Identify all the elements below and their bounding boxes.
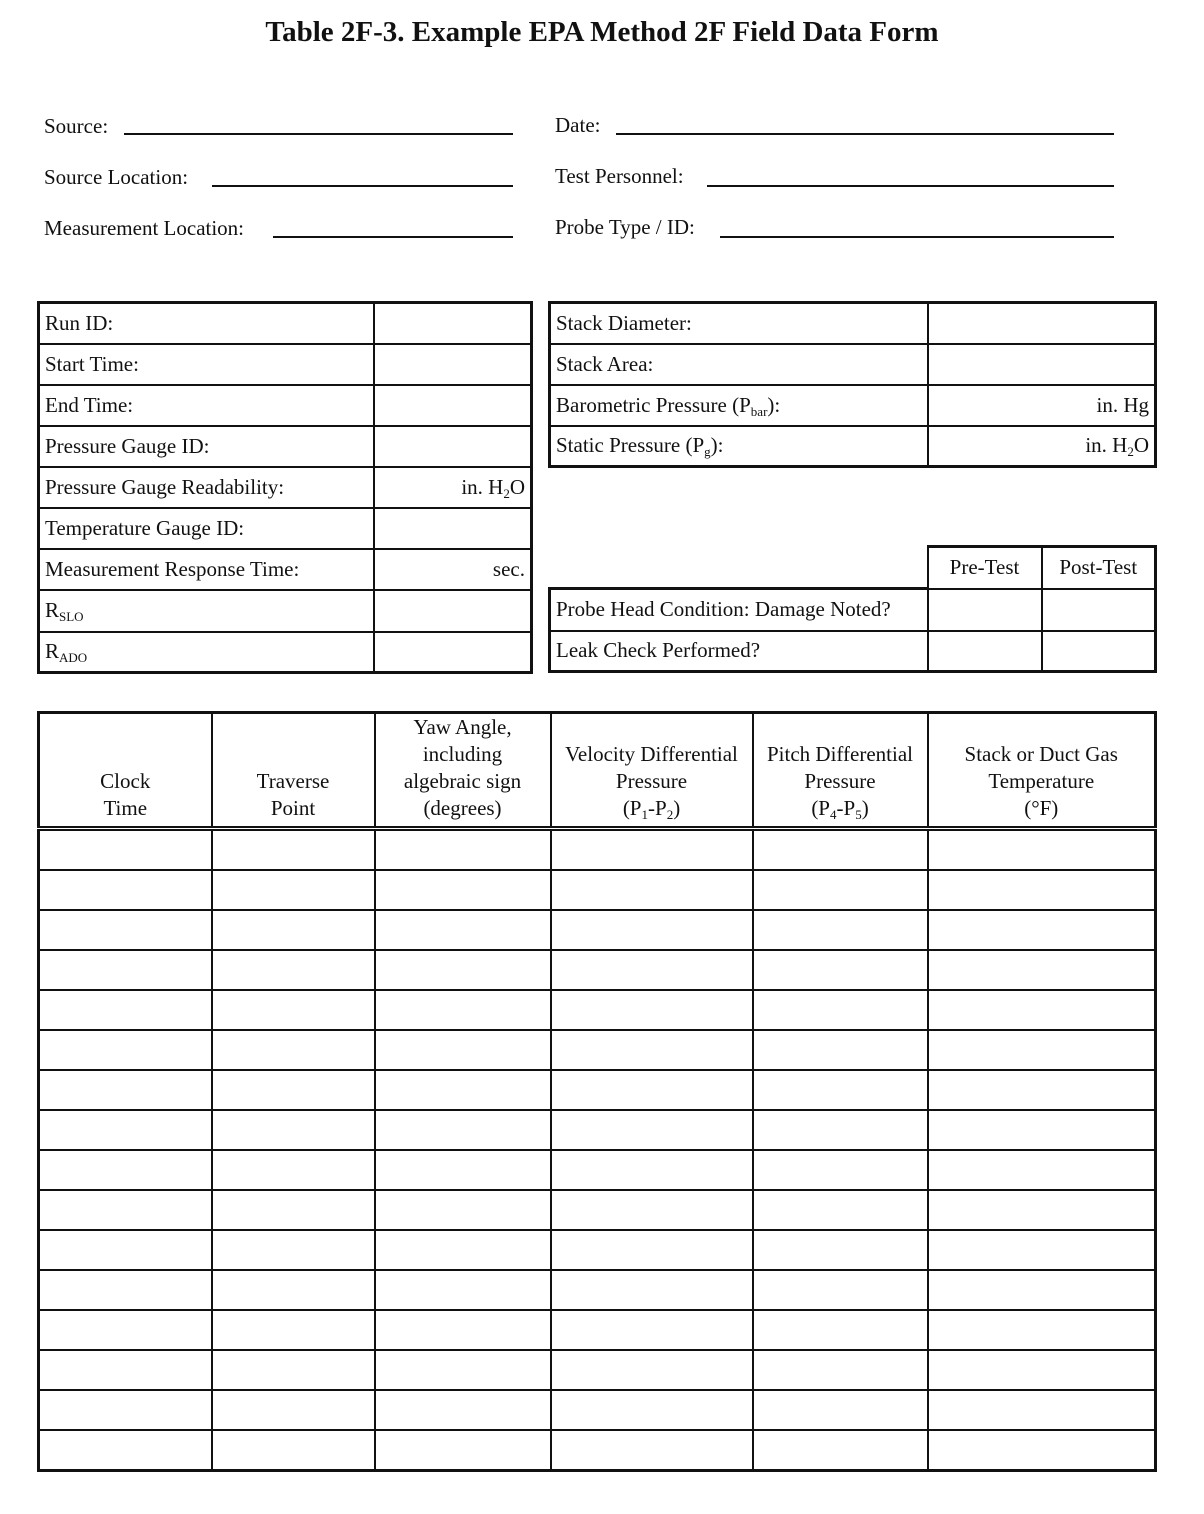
- traverse-point-cell[interactable]: [212, 1150, 375, 1190]
- pitch-dp-cell[interactable]: [753, 910, 928, 950]
- pre-test-header: Pre-Test: [928, 547, 1042, 589]
- table-row: [39, 990, 1156, 1030]
- gas-temp-cell[interactable]: [928, 829, 1156, 871]
- table-row: [39, 1110, 1156, 1150]
- pitch-dp-cell[interactable]: [753, 1430, 928, 1471]
- table-row: [39, 1390, 1156, 1430]
- run-info-table: [37, 301, 533, 674]
- response-time-field[interactable]: [374, 549, 532, 590]
- gas-temp-cell[interactable]: [928, 1030, 1156, 1070]
- test-personnel-label: Test Personnel:: [555, 164, 684, 188]
- velocity-dp-cell[interactable]: [551, 1230, 753, 1270]
- velocity-dp-cell[interactable]: [551, 950, 753, 990]
- pitch-dp-cell[interactable]: [753, 1350, 928, 1390]
- table-row: [39, 1070, 1156, 1110]
- yaw-angle-cell[interactable]: [375, 1070, 551, 1110]
- test-personnel-field[interactable]: [707, 185, 1114, 187]
- rado-label: $R_{ADO}$: [39, 632, 374, 673]
- barometric-unit: in. Hg: [1096, 392, 1149, 417]
- clock-time-cell[interactable]: [39, 1190, 212, 1230]
- table-row: [39, 1350, 1156, 1390]
- source-field[interactable]: [124, 133, 513, 135]
- traverse-point-cell[interactable]: [212, 870, 375, 910]
- pressure-gauge-id-field[interactable]: [374, 426, 532, 467]
- traverse-point-cell[interactable]: [212, 1230, 375, 1270]
- probe-head-pre-field[interactable]: [928, 589, 1042, 631]
- source-location-label: Source Location:: [44, 165, 189, 189]
- gas-temp-cell[interactable]: [928, 1350, 1156, 1390]
- gas-temp-cell[interactable]: [928, 1190, 1156, 1230]
- pressure-gauge-id-label: Pressure Gauge ID:: [39, 426, 374, 467]
- traverse-point-cell[interactable]: [212, 1270, 375, 1310]
- clock-time-cell[interactable]: [39, 1150, 212, 1190]
- gas-temp-cell[interactable]: [928, 1310, 1156, 1350]
- yaw-angle-cell[interactable]: [375, 1110, 551, 1150]
- pressure-gauge-readability-label: Pressure Gauge Readability:: [39, 467, 374, 508]
- traverse-point-cell[interactable]: [212, 1430, 375, 1471]
- table-row: [39, 1150, 1156, 1190]
- gas-temp-cell[interactable]: [928, 1110, 1156, 1150]
- clock-time-cell[interactable]: [39, 990, 212, 1030]
- yaw-angle-cell[interactable]: [375, 1270, 551, 1310]
- clock-time-cell[interactable]: [39, 1110, 212, 1150]
- traverse-point-cell[interactable]: [212, 950, 375, 990]
- clock-time-cell[interactable]: [39, 1310, 212, 1350]
- velocity-differential-header: Velocity Differential Pressure $(P_1-P_2)$: [551, 713, 753, 829]
- traverse-point-cell[interactable]: [212, 1390, 375, 1430]
- pitch-dp-cell[interactable]: [753, 870, 928, 910]
- temperature-gauge-id-label: Temperature Gauge ID:: [39, 508, 374, 549]
- pitch-dp-cell[interactable]: [753, 1310, 928, 1350]
- traverse-data-table: [37, 711, 1157, 1472]
- check-table: [548, 545, 1157, 673]
- gas-temp-cell[interactable]: [928, 1230, 1156, 1270]
- yaw-angle-cell[interactable]: [375, 829, 551, 871]
- gas-temp-cell[interactable]: [928, 950, 1156, 990]
- pitch-dp-cell[interactable]: [753, 950, 928, 990]
- leak-check-pre-field[interactable]: [928, 631, 1042, 672]
- traverse-data-body: [39, 829, 1156, 1471]
- measurement-location-label: Measurement Location:: [44, 216, 245, 240]
- velocity-dp-cell[interactable]: [551, 1150, 753, 1190]
- readability-unit: in. $H_2O$: [461, 474, 525, 501]
- velocity-dp-cell[interactable]: [551, 990, 753, 1030]
- leak-check-post-field[interactable]: [1042, 631, 1156, 672]
- clock-time-cell[interactable]: [39, 1270, 212, 1310]
- end-time-label: End Time:: [39, 385, 374, 426]
- barometric-pressure-field[interactable]: [928, 385, 1156, 426]
- clock-time-cell[interactable]: [39, 1030, 212, 1070]
- pitch-dp-cell[interactable]: [753, 829, 928, 871]
- velocity-dp-cell[interactable]: [551, 1270, 753, 1310]
- pitch-dp-cell[interactable]: [753, 1110, 928, 1150]
- gas-temperature-header: Stack or Duct Gas Temperature (°F): [928, 713, 1156, 829]
- traverse-point-cell[interactable]: [212, 1030, 375, 1070]
- yaw-angle-cell[interactable]: [375, 1150, 551, 1190]
- table-row: [39, 870, 1156, 910]
- gas-temp-cell[interactable]: [928, 1070, 1156, 1110]
- traverse-point-header: Traverse Point: [212, 713, 375, 829]
- gas-temp-cell[interactable]: [928, 1150, 1156, 1190]
- yaw-angle-cell[interactable]: [375, 990, 551, 1030]
- stack-info-table: [548, 301, 1157, 468]
- response-time-label: Measurement Response Time:: [39, 549, 374, 590]
- table-row: [39, 950, 1156, 990]
- post-test-header: Post-Test: [1042, 547, 1156, 589]
- stack-diameter-label: Stack Diameter:: [550, 303, 928, 344]
- traverse-point-cell[interactable]: [212, 990, 375, 1030]
- table-row: [39, 1310, 1156, 1350]
- yaw-angle-cell[interactable]: [375, 1390, 551, 1430]
- traverse-point-cell[interactable]: [212, 829, 375, 871]
- clock-time-cell[interactable]: [39, 1390, 212, 1430]
- traverse-point-cell[interactable]: [212, 1350, 375, 1390]
- table-row: [39, 1430, 1156, 1471]
- yaw-angle-cell[interactable]: [375, 1430, 551, 1471]
- gas-temp-cell[interactable]: [928, 870, 1156, 910]
- yaw-angle-cell[interactable]: [375, 1190, 551, 1230]
- form-title: Table 2F-3. Example EPA Method 2F Field Data Form: [265, 16, 939, 48]
- run-id-field[interactable]: [374, 303, 532, 344]
- pitch-dp-cell[interactable]: [753, 1270, 928, 1310]
- pitch-dp-cell[interactable]: [753, 1030, 928, 1070]
- traverse-point-cell[interactable]: [212, 1190, 375, 1230]
- stack-diameter-field[interactable]: [928, 303, 1156, 344]
- clock-time-cell[interactable]: [39, 870, 212, 910]
- pitch-dp-cell[interactable]: [753, 990, 928, 1030]
- static-pressure-label: Static Pressure $(P_g)$:: [550, 426, 928, 467]
- velocity-dp-cell[interactable]: [551, 1110, 753, 1150]
- start-time-field[interactable]: [374, 344, 532, 385]
- table-row: [39, 910, 1156, 950]
- yaw-angle-header: Yaw Angle, including algebraic sign (degrees): [375, 713, 551, 829]
- response-time-unit: sec.: [492, 556, 525, 581]
- yaw-angle-cell[interactable]: [375, 1230, 551, 1270]
- gas-temp-cell[interactable]: [928, 990, 1156, 1030]
- pitch-differential-header: Pitch Differential Pressure $(P_4-P_5)$: [753, 713, 928, 829]
- yaw-angle-cell[interactable]: [375, 910, 551, 950]
- yaw-angle-cell[interactable]: [375, 1310, 551, 1350]
- velocity-dp-cell[interactable]: [551, 1390, 753, 1430]
- yaw-angle-cell[interactable]: [375, 950, 551, 990]
- rslo-field[interactable]: [374, 590, 532, 632]
- source-location-field[interactable]: [212, 185, 513, 187]
- probe-head-post-field[interactable]: [1042, 589, 1156, 631]
- yaw-angle-cell[interactable]: [375, 870, 551, 910]
- table-row: [39, 1030, 1156, 1070]
- gas-temp-cell[interactable]: [928, 1390, 1156, 1430]
- pitch-dp-cell[interactable]: [753, 1190, 928, 1230]
- velocity-dp-cell[interactable]: [551, 1310, 753, 1350]
- clock-time-cell[interactable]: [39, 950, 212, 990]
- clock-time-cell[interactable]: [39, 910, 212, 950]
- barometric-pressure-label: Barometric Pressure $(P_{bar})$:: [550, 385, 928, 426]
- traverse-point-cell[interactable]: [212, 1310, 375, 1350]
- velocity-dp-cell[interactable]: [551, 1030, 753, 1070]
- table-row: [39, 829, 1156, 871]
- gas-temp-cell[interactable]: [928, 910, 1156, 950]
- static-unit: in. $H_2O$: [1085, 433, 1149, 460]
- yaw-angle-cell[interactable]: [375, 1350, 551, 1390]
- stack-area-label: Stack Area:: [550, 344, 928, 385]
- probe-type-field[interactable]: [720, 236, 1114, 238]
- date-field[interactable]: [616, 133, 1114, 135]
- table-row: [39, 1190, 1156, 1230]
- clock-time-cell[interactable]: [39, 829, 212, 871]
- velocity-dp-cell[interactable]: [551, 910, 753, 950]
- table-row: [39, 1230, 1156, 1270]
- source-label: Source:: [44, 114, 109, 138]
- clock-time-header: Clock Time: [39, 713, 212, 829]
- pitch-dp-cell[interactable]: [753, 1150, 928, 1190]
- measurement-location-field[interactable]: [273, 236, 513, 238]
- pitch-dp-cell[interactable]: [753, 1390, 928, 1430]
- traverse-point-cell[interactable]: [212, 1110, 375, 1150]
- end-time-field[interactable]: [374, 385, 532, 426]
- rslo-label: $R_{SLO}$: [39, 590, 374, 632]
- leak-check-label: Leak Check Performed?: [550, 631, 928, 672]
- probe-type-label: Probe Type / ID:: [555, 215, 695, 239]
- traverse-point-cell[interactable]: [212, 1070, 375, 1110]
- readability-field[interactable]: [374, 467, 532, 508]
- velocity-dp-cell[interactable]: [551, 1070, 753, 1110]
- rado-field[interactable]: [374, 632, 532, 673]
- clock-time-cell[interactable]: [39, 1230, 212, 1270]
- velocity-dp-cell[interactable]: [551, 1350, 753, 1390]
- stack-area-field[interactable]: [928, 344, 1156, 385]
- traverse-point-cell[interactable]: [212, 910, 375, 950]
- start-time-label: Start Time:: [39, 344, 374, 385]
- velocity-dp-cell[interactable]: [551, 870, 753, 910]
- temperature-gauge-id-field[interactable]: [374, 508, 532, 549]
- pitch-dp-cell[interactable]: [753, 1070, 928, 1110]
- probe-head-label: Probe Head Condition: Damage Noted?: [550, 589, 928, 631]
- velocity-dp-cell[interactable]: [551, 829, 753, 871]
- run-id-label: Run ID:: [39, 303, 374, 344]
- gas-temp-cell[interactable]: [928, 1430, 1156, 1471]
- date-label: Date:: [555, 113, 601, 137]
- clock-time-cell[interactable]: [39, 1430, 212, 1471]
- yaw-angle-cell[interactable]: [375, 1030, 551, 1070]
- clock-time-cell[interactable]: [39, 1350, 212, 1390]
- pitch-dp-cell[interactable]: [753, 1230, 928, 1270]
- table-row: [39, 1270, 1156, 1310]
- clock-time-cell[interactable]: [39, 1070, 212, 1110]
- velocity-dp-cell[interactable]: [551, 1190, 753, 1230]
- static-pressure-field[interactable]: [928, 426, 1156, 467]
- velocity-dp-cell[interactable]: [551, 1430, 753, 1471]
- gas-temp-cell[interactable]: [928, 1270, 1156, 1310]
